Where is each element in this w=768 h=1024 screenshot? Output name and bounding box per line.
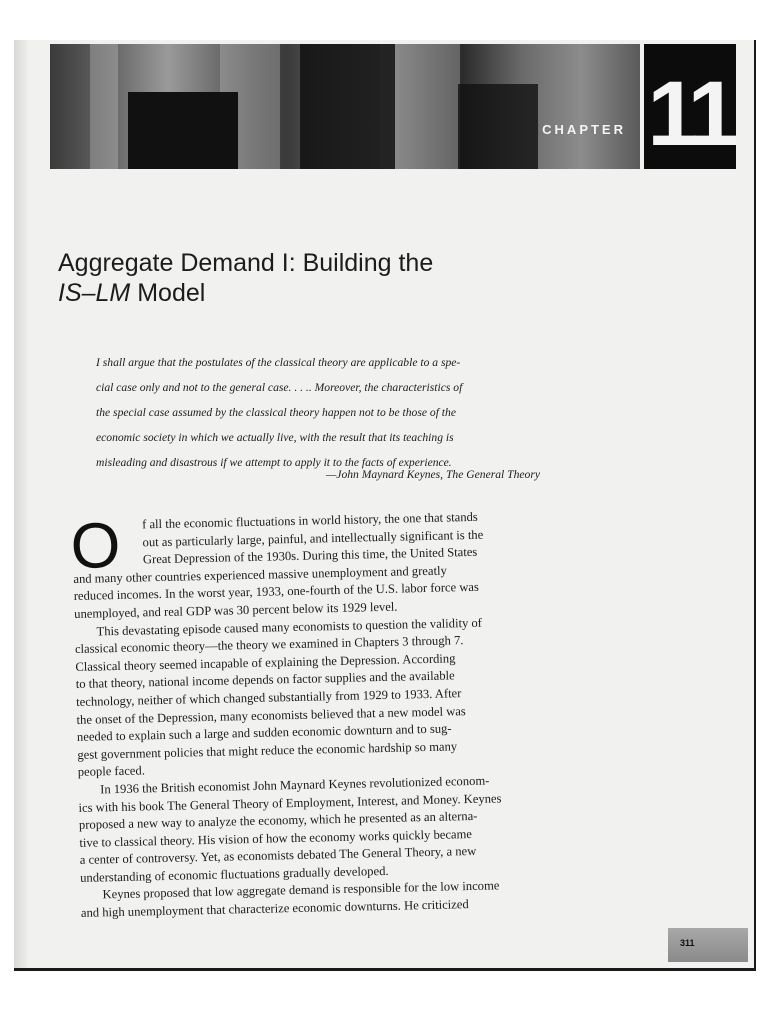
body-line: unemployed, and real GDP was 30 percent below its 1929 level. — [74, 599, 398, 621]
epigraph-line: misleading and disastrous if we attempt to apply it to the facts of experience. — [96, 456, 452, 469]
body-line: In 1936 the British economist John Maynard Keynes revolutionized econom- — [100, 773, 490, 797]
body-line: out as particularly large, painful, and intellectually significant is the — [142, 527, 484, 549]
epigraph-attribution: —John Maynard Keynes, The General Theory — [325, 468, 540, 481]
body-line: gest government policies that might reduce the economic hardship so many — [77, 739, 458, 762]
banner-window-dark — [458, 84, 538, 169]
body-line: reduced incomes. In the worst year, 1933, one-fourth of the U.S. labor force was — [73, 580, 480, 604]
epigraph-line: cial case only and not to the general case. . . .. Moreover, the characteristics of — [96, 381, 463, 394]
body-line: technology, neither of which changed substantially from 1929 to 1933. After — [76, 686, 462, 709]
chapter-title — [58, 248, 618, 308]
page-number-tab — [668, 928, 748, 962]
body-line: tive to classical theory. His vision of how the economy works quickly became — [79, 826, 473, 850]
epigraph-line: I shall argue that the postulates of the classical theory are applicable to a spe- — [96, 356, 461, 369]
book-page — [14, 40, 756, 971]
chapter-title-rest: Model — [130, 279, 206, 307]
body-line: This devastating episode caused many economists to question the validity of — [96, 615, 483, 639]
epigraph-line: economic society in which we actually live, with the result that its teaching is — [96, 431, 454, 444]
chapter-banner-photo — [50, 44, 640, 169]
chapter-number: 11 — [647, 63, 733, 165]
drop-cap: O — [69, 508, 122, 583]
body-line: to that theory, national income depends on factor supplies and the available — [75, 668, 455, 692]
banner-window-dark — [128, 92, 238, 169]
chapter-title-italic: IS–LM — [58, 279, 131, 307]
body-line: Great Depression of the 1930s. During this time, the United States — [142, 545, 478, 567]
body-text — [69, 506, 601, 922]
body-line: ics with his book The General Theory of Employment, Interest, and Money. Keynes — [78, 790, 502, 815]
body-line: needed to explain such a large and sudden economic downturn and to sug- — [76, 721, 452, 745]
body-line: Keynes proposed that low aggregate demand is responsible for the low income — [102, 878, 500, 902]
body-line: and many other countries experienced massive unemployment and greatly — [73, 563, 447, 586]
banner-window-dark — [300, 44, 395, 169]
chapter-title-line2 — [58, 278, 618, 308]
body-line: f all the economic fluctuations in world history, the one that stands — [142, 509, 478, 532]
page-number: 311 — [680, 938, 695, 948]
body-line: the onset of the Depression, many economists believed that a new model was — [76, 703, 466, 727]
epigraph-line: the special case assumed by the classical theory happen not to be those of the — [96, 406, 456, 419]
page-gutter-shadow — [14, 40, 28, 968]
body-line: and high unemployment that characterize economic downturns. He criticized — [80, 897, 469, 920]
chapter-number-box — [644, 44, 736, 169]
body-line: classical economic theory—the theory we examined in Chapters 3 through 7. — [74, 633, 464, 657]
body-line: people faced. — [77, 763, 146, 780]
chapter-title-line1: Aggregate Demand I: Building the — [58, 249, 434, 277]
body-line: a center of controversy. Yet, as economists debated The General Theory, a new — [79, 844, 477, 868]
body-line: proposed a new way to analyze the economy, which he presented as an alterna- — [78, 808, 478, 833]
body-line: Classical theory seemed incapable of explaining the Depression. According — [75, 651, 456, 674]
banner-streak — [90, 44, 118, 169]
chapter-label: CHAPTER — [542, 122, 626, 137]
body-line: understanding of economic fluctuations gradually developed. — [80, 863, 389, 885]
epigraph-quote — [96, 350, 546, 475]
